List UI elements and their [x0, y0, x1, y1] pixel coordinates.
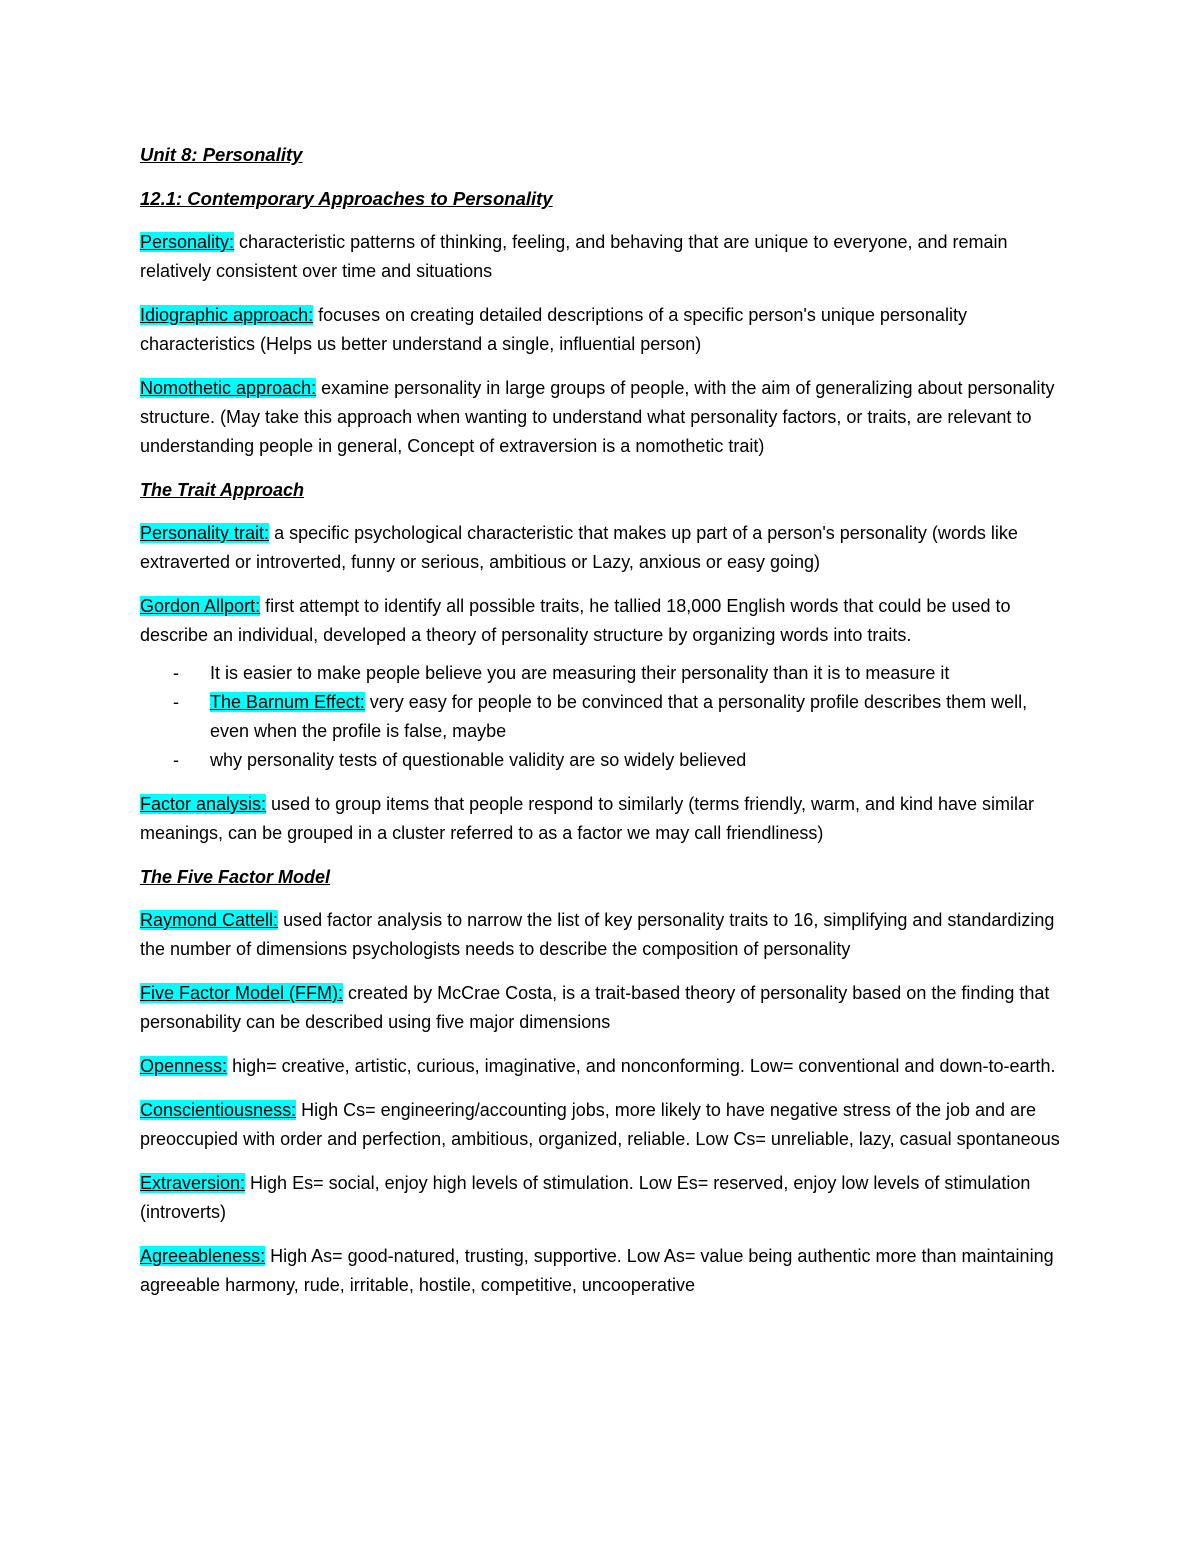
- term-highlight: Conscientiousness:: [140, 1100, 297, 1120]
- bullet-text: It is easier to make people believe you are measuring their personality than it is to measure it: [210, 663, 950, 683]
- term-highlight: Openness:: [140, 1056, 228, 1076]
- five-factor-heading: The Five Factor Model: [140, 867, 331, 887]
- term-highlight: Nomothetic approach:: [140, 378, 317, 398]
- definition-personality-trait: [140, 519, 1060, 577]
- bullet-dash: -: [173, 692, 179, 712]
- definition-nomothetic: [140, 374, 1060, 461]
- definition-agreeableness: [140, 1242, 1060, 1300]
- term-highlight: Five Factor Model (FFM):: [140, 983, 344, 1003]
- definition-ffm: [140, 979, 1060, 1037]
- definition-openness: [140, 1052, 1060, 1081]
- term-highlight: The Barnum Effect:: [210, 692, 365, 712]
- definition-text: examine personality in large groups of people, with the aim of generalizing about personality structure. (May take this approach when wanting to understand what personality factors, or traits, are relevant to understanding people in general, Concept of extraversion is a nomothetic trait): [140, 378, 1055, 456]
- definition-text: High Es= social, enjoy high levels of stimulation. Low Es= reserved, enjoy low levels of stimulation (introverts): [140, 1173, 1031, 1222]
- definition-text: created by McCrae Costa, is a trait-based theory of personality based on the finding that personability can be described using five major dimensions: [140, 983, 1050, 1032]
- bullet-item: [140, 746, 1060, 775]
- definition-gordon-allport: [140, 592, 1060, 650]
- definition-extraversion: [140, 1169, 1060, 1227]
- definition-text: first attempt to identify all possible traits, he tallied 18,000 English words that could be used to describe an individual, developed a theory of personality structure by organizing words into traits.: [140, 596, 1011, 645]
- term-highlight: Personality trait:: [140, 523, 270, 543]
- bullet-text: why personality tests of questionable validity are so widely believed: [210, 750, 747, 770]
- bullet-item: [140, 688, 1060, 746]
- term-highlight: Extraversion:: [140, 1173, 246, 1193]
- term-highlight: Personality:: [140, 232, 235, 252]
- definition-text: used factor analysis to narrow the list of key personality traits to 16, simplifying and standardizing the number of dimensions psychologists needs to describe the composition of personality: [140, 910, 1055, 959]
- trait-approach-heading: The Trait Approach: [140, 480, 305, 500]
- definition-text: high= creative, artistic, curious, imaginative, and nonconforming. Low= conventional and down-to-earth.: [227, 1056, 1056, 1076]
- definition-personality: [140, 228, 1060, 286]
- bullet-dash: -: [173, 663, 179, 683]
- term-highlight: Raymond Cattell:: [140, 910, 279, 930]
- term-highlight: Agreeableness:: [140, 1246, 266, 1266]
- definition-conscientiousness: [140, 1096, 1060, 1154]
- definition-raymond-cattell: [140, 906, 1060, 964]
- bullet-text: very easy for people to be convinced that a personality profile describes them well, even when the profile is false, maybe: [210, 692, 1028, 741]
- definition-text: High Cs= engineering/accounting jobs, more likely to have negative stress of the job and are preoccupied with order and perfection, ambitious, organized, reliable. Low Cs= unreliable, lazy, casual spontaneous: [140, 1100, 1060, 1149]
- document-page: [140, 140, 1060, 1315]
- definition-text: focuses on creating detailed descriptions of a specific person's unique personality characteristics (Helps us better understand a single, influential person): [140, 305, 967, 354]
- unit-title: Unit 8: Personality: [140, 144, 303, 165]
- definition-factor-analysis: [140, 790, 1060, 848]
- bullet-list: [140, 659, 1060, 775]
- term-highlight: Gordon Allport:: [140, 596, 261, 616]
- bullet-item: [140, 659, 1060, 688]
- term-highlight: Idiographic approach:: [140, 305, 314, 325]
- bullet-dash: -: [173, 750, 179, 770]
- definition-idiographic: [140, 301, 1060, 359]
- definition-text: characteristic patterns of thinking, feeling, and behaving that are unique to everyone, and remain relatively consistent over time and situations: [140, 232, 1008, 281]
- term-highlight: Factor analysis:: [140, 794, 267, 814]
- definition-text: a specific psychological characteristic that makes up part of a person's personality (words like extraverted or introverted, funny or serious, ambitious or Lazy, anxious or easy going): [140, 523, 1018, 572]
- definition-text: High As= good-natured, trusting, supportive. Low As= value being authentic more than maintaining agreeable harmony, rude, irritable, hostile, competitive, uncooperative: [140, 1246, 1054, 1295]
- definition-text: used to group items that people respond to similarly (terms friendly, warm, and kind have similar meanings, can be grouped in a cluster referred to as a factor we may call friendliness): [140, 794, 1035, 843]
- section-title: 12.1: Contemporary Approaches to Personality: [140, 188, 553, 209]
